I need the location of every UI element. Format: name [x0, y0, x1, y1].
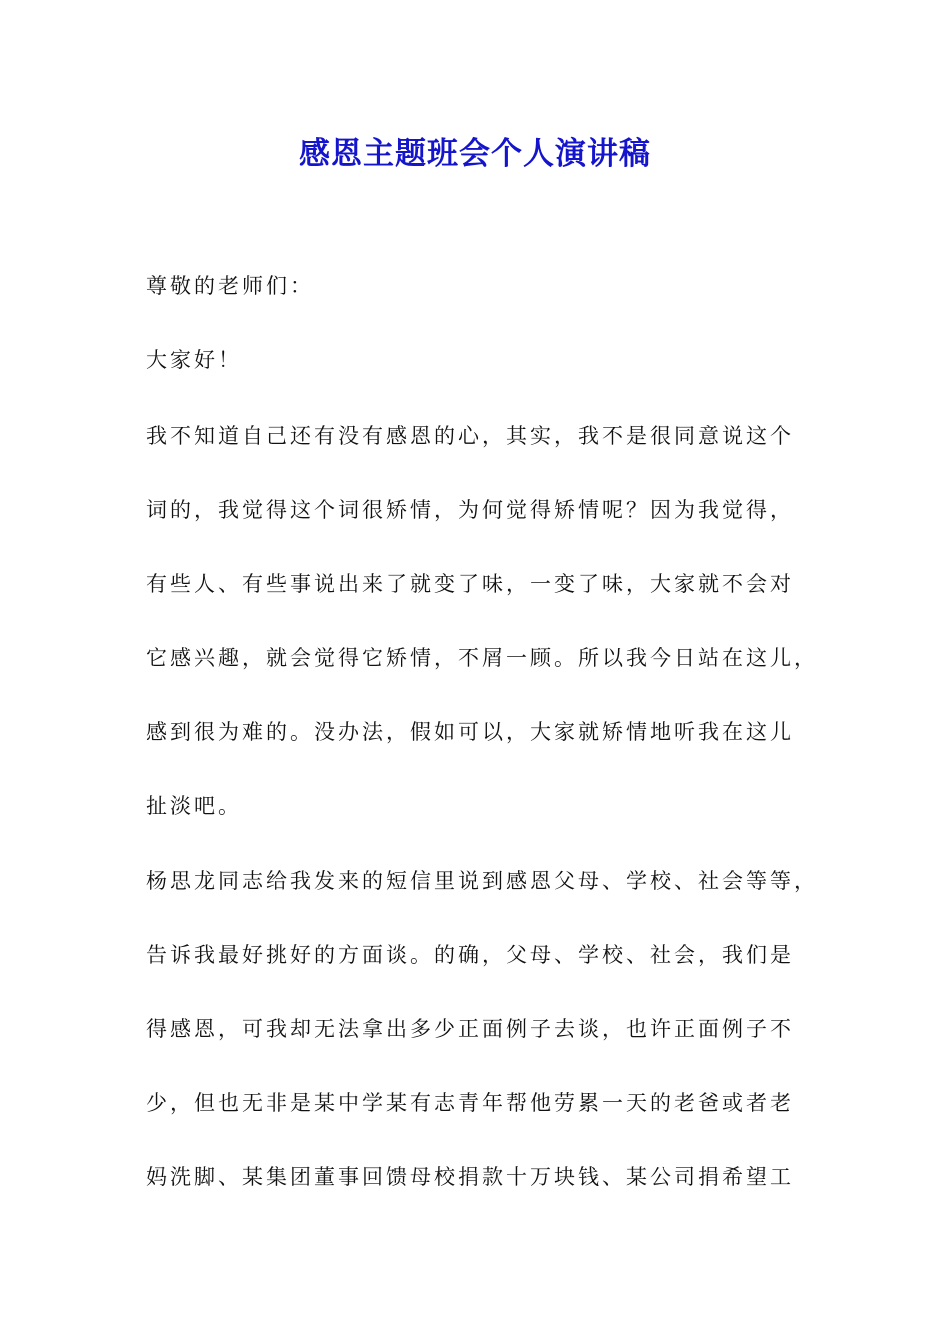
body-line: 它感兴趣，就会觉得它矫情，不屑一顾。所以我今日站在这儿， — [146, 646, 818, 670]
body-line: 妈洗脚、某集团董事回馈母校捐款十万块钱、某公司捐希望工 — [146, 1165, 794, 1189]
body-line: 得感恩，可我却无法拿出多少正面例子去谈，也许正面例子不 — [146, 1017, 794, 1041]
body-line: 扯淡吧。 — [146, 794, 242, 818]
body-line: 有些人、有些事说出来了就变了味，一变了味，大家就不会对 — [146, 572, 794, 596]
body-line: 告诉我最好挑好的方面谈。的确，父母、学校、社会，我们是 — [146, 943, 794, 967]
greeting-line: 大家好！ — [146, 348, 242, 372]
body-line: 少，但也无非是某中学某有志青年帮他劳累一天的老爸或者老 — [146, 1091, 794, 1115]
body-line: 我不知道自己还有没有感恩的心，其实，我不是很同意说这个 — [146, 424, 794, 448]
body-line: 词的，我觉得这个词很矫情，为何觉得矫情呢？因为我觉得， — [146, 498, 794, 522]
salutation-line: 尊敬的老师们： — [146, 274, 314, 298]
body-line: 杨思龙同志给我发来的短信里说到感恩父母、学校、社会等等， — [146, 869, 818, 893]
body-line: 感到很为难的。没办法，假如可以，大家就矫情地听我在这儿 — [146, 720, 794, 744]
document-title: 感恩主题班会个人演讲稿 — [299, 136, 651, 172]
